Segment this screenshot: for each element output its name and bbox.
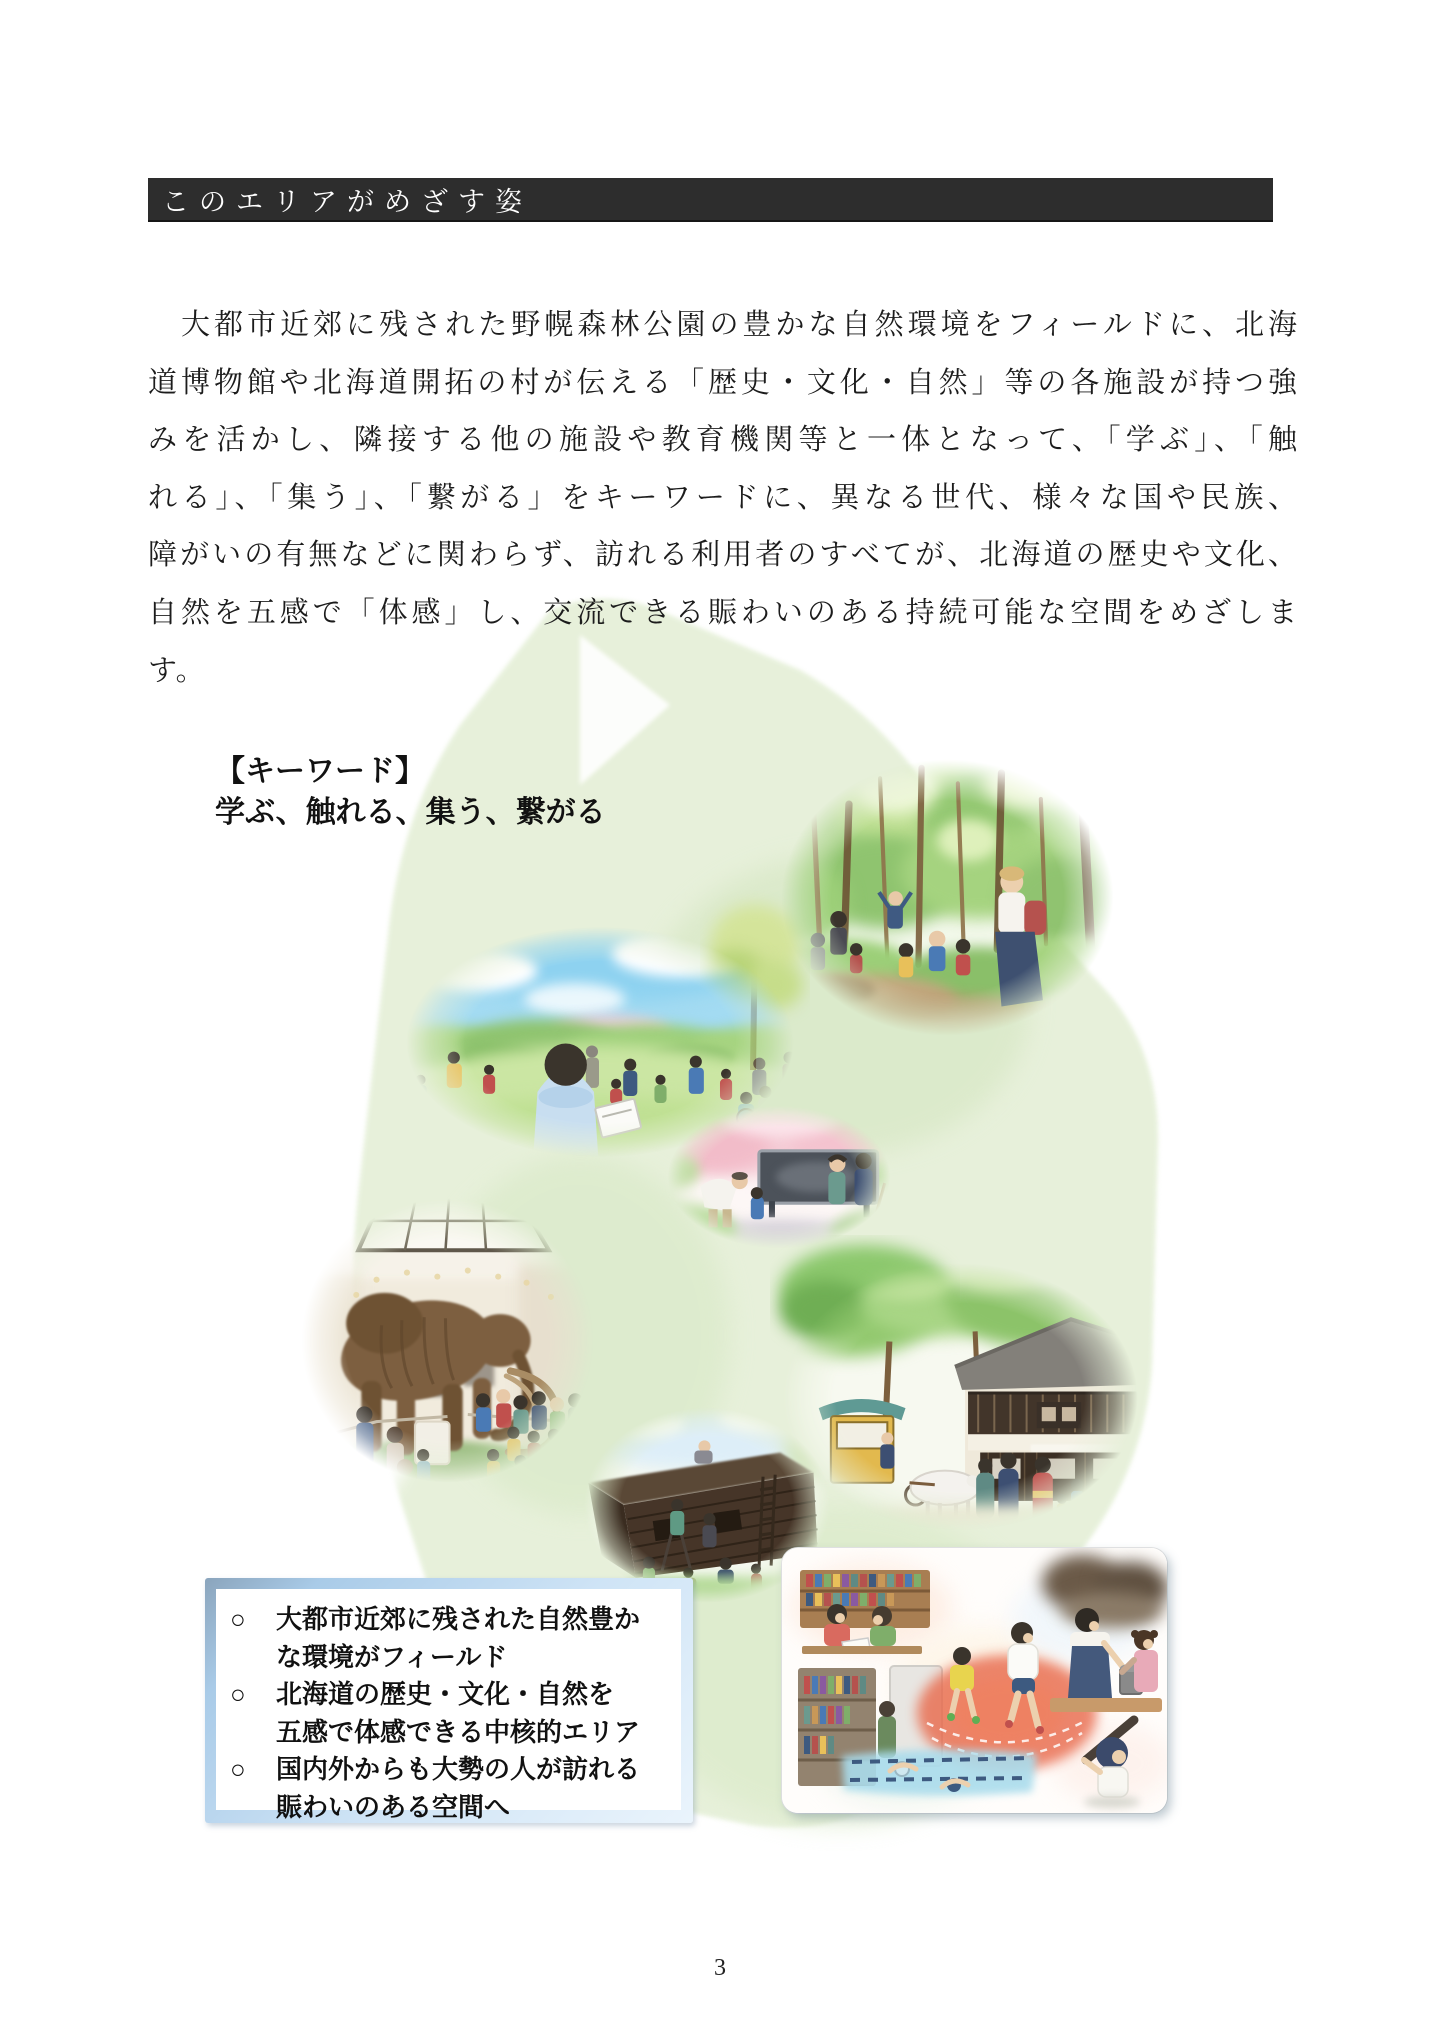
page-number: 3 bbox=[714, 1955, 726, 1981]
section-title: このエリアがめざす姿 bbox=[162, 186, 532, 217]
paragraph-line: す。 bbox=[148, 654, 206, 687]
section-title-bar bbox=[148, 178, 1273, 222]
paragraph-line: みを活かし、隣接する他の施設や教育機関等と一体となって、「学ぶ」、「触 bbox=[148, 424, 1298, 457]
keywords-block bbox=[215, 751, 606, 833]
circle-bullet-icon: ○ bbox=[230, 1604, 246, 1634]
keywords-line: 学ぶ、触れる、集う、繋がる bbox=[215, 796, 606, 829]
paragraph-line: 自然を五感で「体感」し、交流できる賑わいのある持続可能な空間をめざしま bbox=[148, 596, 1298, 629]
paragraph-line: 道博物館や北海道開拓の村が伝える「歴史・文化・自然」等の各施設が持つ強 bbox=[148, 366, 1298, 399]
body-paragraph bbox=[148, 297, 1298, 700]
summary-item bbox=[230, 1601, 673, 1676]
summary-item-text: 国内外からも大勢の人が訪れる 賑わいのある空間へ bbox=[276, 1754, 641, 1822]
summary-box bbox=[205, 1578, 693, 1823]
summary-item bbox=[230, 1751, 673, 1826]
keywords-heading: 【キーワード】 bbox=[215, 755, 425, 788]
summary-item-text: 北海道の歴史・文化・自然を 五感で体感できる中核的エリア bbox=[276, 1679, 641, 1747]
summary-item bbox=[230, 1676, 673, 1751]
circle-bullet-icon: ○ bbox=[230, 1754, 246, 1784]
paragraph-line: 大都市近郊に残された野幌森林公園の豊かな自然環境をフィールドに、北海 bbox=[148, 309, 1298, 341]
activities-collage-illustration bbox=[782, 1548, 1167, 1813]
summary-box-inner bbox=[216, 1589, 681, 1822]
paragraph-line: 障がいの有無などに関わらず、訪れる利用者のすべてが、北海道の歴史や文化、 bbox=[148, 539, 1298, 572]
paragraph-line: れる」、「集う」、「繋がる」をキーワードに、異なる世代、様々な国や民族、 bbox=[148, 481, 1298, 514]
forest-walk-illustration bbox=[740, 725, 1155, 1070]
circle-bullet-icon: ○ bbox=[230, 1679, 246, 1709]
summary-item-text: 大都市近郊に残された自然豊か な環境がフィールド bbox=[276, 1604, 641, 1672]
